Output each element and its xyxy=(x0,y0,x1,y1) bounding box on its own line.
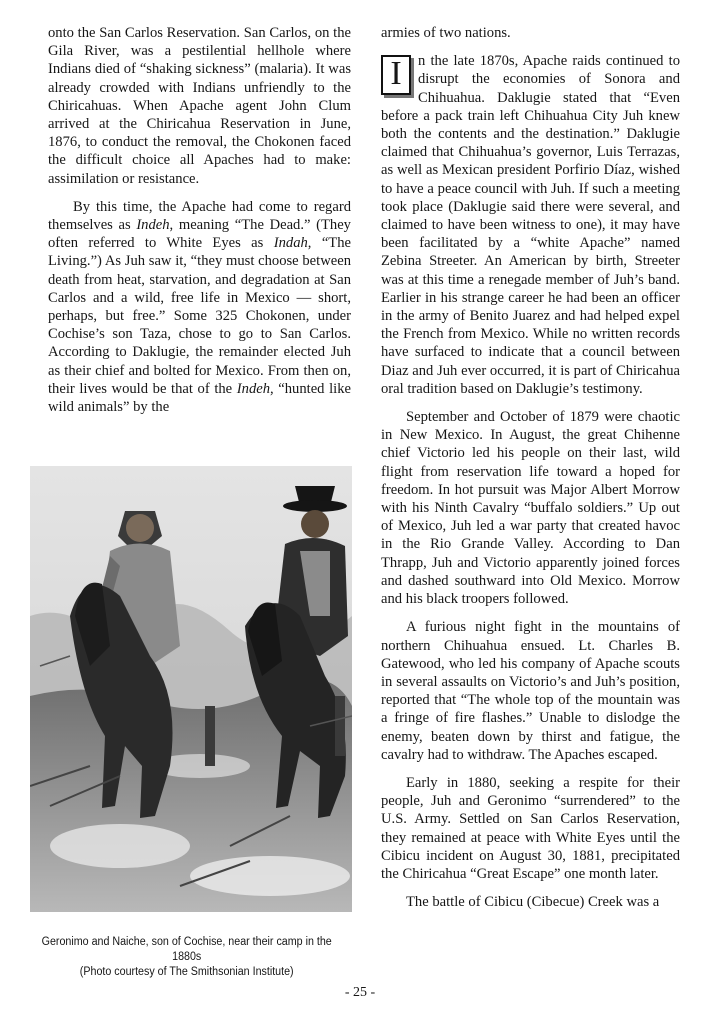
paragraph: onto the San Carlos Reservation. San Carlos, on the Gila River, was a pestilential hellhole where Indians died of “shaking sickness” (malaria). It was already crowded with Indians unfriendly to the Chiricahuas. When Apache agent John Clum arrived at the Chiricahua Reservation in June, 1876, to conduct the removal, the Chokonen faced the difficult choice all Apaches had to make: assimilation or resistance. xyxy=(48,25,351,187)
horseback-riders-photo-icon xyxy=(30,466,352,912)
paragraph-with-dropcap xyxy=(381,52,680,398)
caption-line: Geronimo and Naiche, son of Cochise, near their camp in the 1880s xyxy=(41,936,332,963)
paragraph: September and October of 1879 were chaotic in New Mexico. In August, the great Chihenne chief Victorio led his people on their last, wild flight from reservation life toward a hoped for freedom. In hot pursuit was Major Albert Morrow with his Ninth Cavalry “buffalo soldiers.” Up out of Mexico, Juh led a war party that created havoc in the Rio Grande Valley. According to Dan Thrapp, Juh and Victorio apparently joined forces and dashed southward into Old Mexico. Morrow and his black troopers followed. xyxy=(381,409,680,608)
text-run: , “The Living.”) As Juh saw it, “they must choose between death from heat, starvation, and degradation at San Carlos and a wild, free life in Mexico — short, perhaps, but free.” Some 325 Chokonen, under Cochise’s son Taza, chose to go to San Carlos. According to Daklugie, the remainder elected Juh as their chief and bolted for Mexico. From then on, their lives would be that of the xyxy=(48,235,351,397)
photo-caption xyxy=(30,935,343,980)
paragraph: Early in 1880, seeking a respite for their people, Juh and Geronimo “surrendered” to the U.S. Army. Settled on San Carlos Reservation, they remained at peace with White Eyes until the Cibicu incident on August 30, 1881, precipitated the Chiricahua “Great Escape” one month later. xyxy=(381,774,680,882)
italic-term: Indah xyxy=(273,235,308,252)
left-column xyxy=(48,24,351,416)
historical-photo xyxy=(30,466,352,912)
right-column xyxy=(381,24,680,911)
dropcap-letter: I xyxy=(381,55,411,95)
italic-term: Indeh xyxy=(236,380,271,397)
text-run: , “hunted like wild animals” by the xyxy=(48,380,351,416)
paragraph: The battle of Cibicu (Cibecue) Creek was a xyxy=(406,894,660,911)
caption-line: (Photo courtesy of The Smithsonian Institute) xyxy=(79,966,294,978)
text-run: n the late 1870s, Apache raids continued to disrupt the economies of Sonora and Chihuahua. Daklugie stated that “Even before a pack train left Chihuahua City Juh knew both the contents and the destination.” Daklugie claimed that Chihuahua’s governor, Luis Terrazas, as well as Mexican president Porfirio Díaz, wished to have a peace council with Juh. If such a meeting took place (Daklugie said there were several, and claimed to have been witness to one), it may have been facilitated by a “white Apache” named Zebina Streeter. An American by birth, Streeter was at this time a renegade member of Juh’s band. Earlier in his strange career he had been an officer in the army of Benito Juarez and had helped expel the French from Mexico. While no written records have surfaced to indicate that a council between Diaz and Juh ever occurred, it is part of Chiricahua oral tradition based on Daklugie’s testimony. xyxy=(381,53,680,397)
italic-term: Indeh xyxy=(136,217,170,234)
text-run: , meaning “The Dead.” (They often referred to White Eyes as xyxy=(48,217,351,252)
text-run: By this time, the Apache had come to regard themselves as xyxy=(48,198,351,234)
paragraph: A furious night fight in the mountains of northern Chihuahua ensued. Lt. Charles B. Gatewood, who led his company of Apache scouts in several assaults on Victorio’s and Juh’s position, reported that “The whole top of the mountain was a fringe of fire flashes.” Unable to dislodge the enemy, beaten down by thirst and fatigue, the cavalry had to withdraw. The Apaches escaped. xyxy=(381,619,680,763)
paragraph xyxy=(48,198,351,416)
page-number: - 25 - xyxy=(344,985,376,1000)
paragraph: armies of two nations. xyxy=(381,25,511,41)
